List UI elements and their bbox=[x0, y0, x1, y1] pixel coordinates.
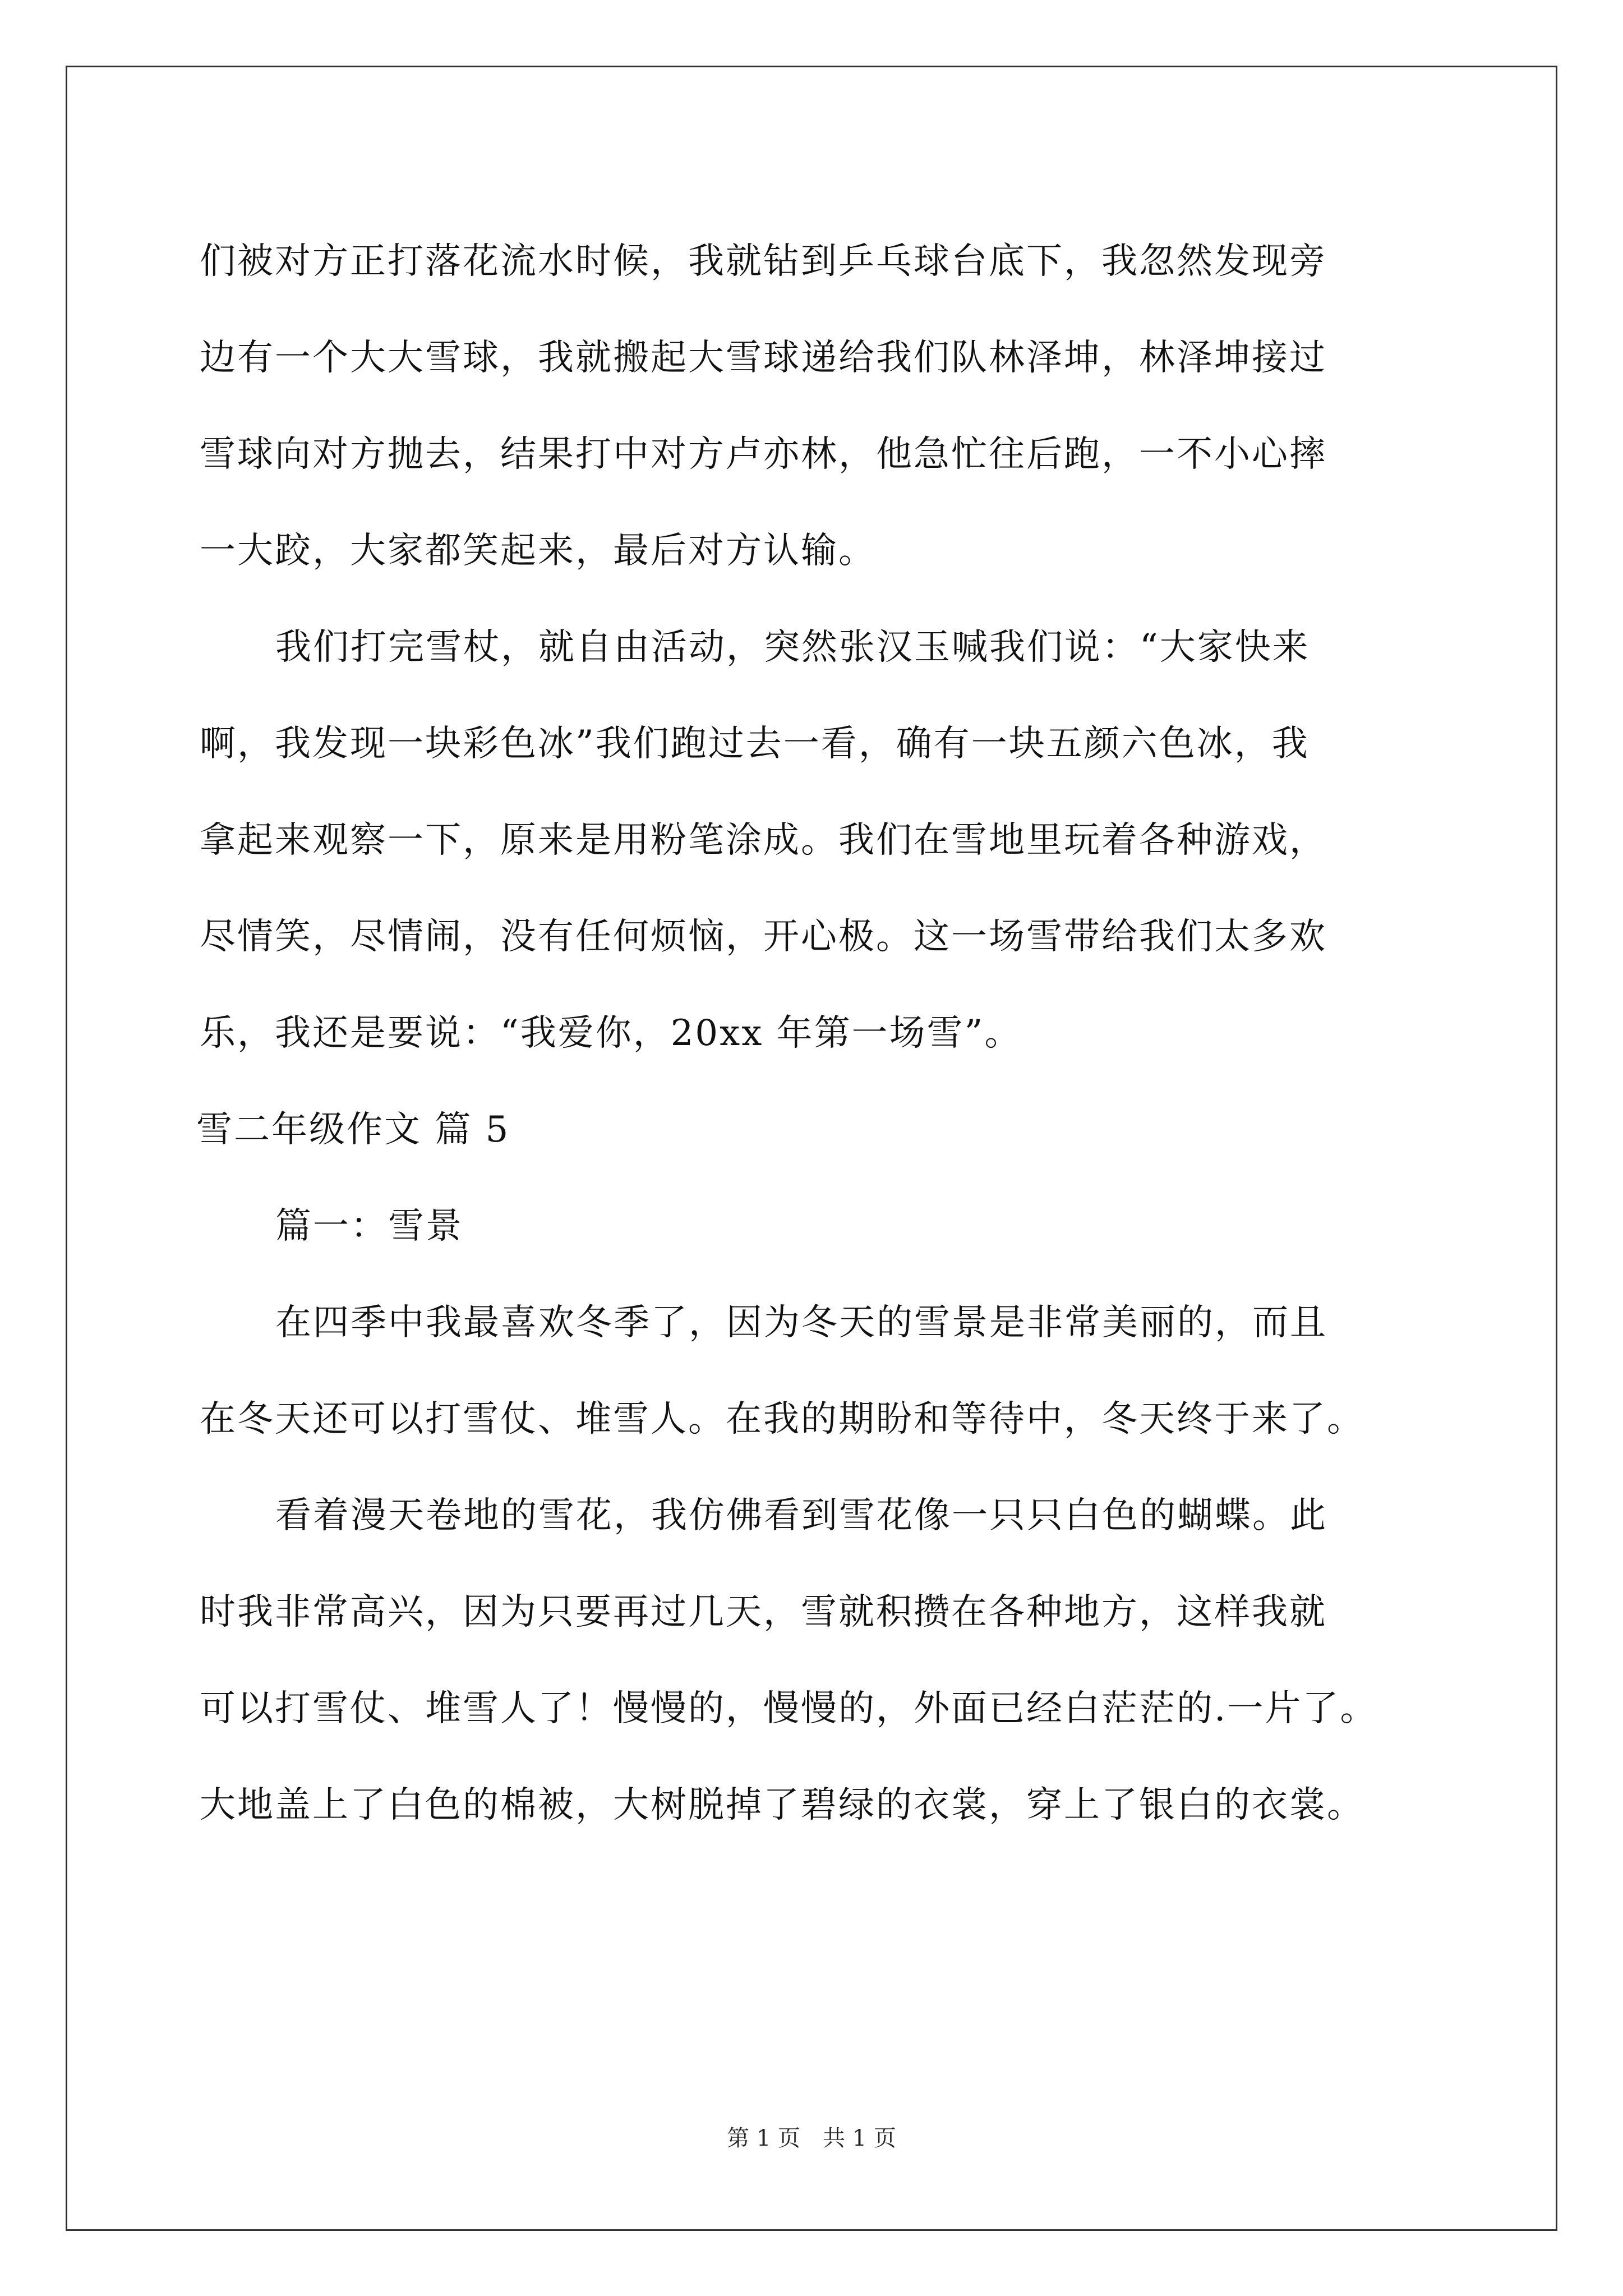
text-line-14: 看着漫天卷地的雪花，我仿佛看到雪花像一只只白色的蝴蝶。此 bbox=[275, 1495, 1327, 1536]
page-footer: 第 1 页 共 1 页 bbox=[727, 2125, 896, 2151]
text-line-7: 拿起来观察一下，原来是用粉笔涂成。我们在雪地里玩着各种游戏， bbox=[200, 820, 1327, 861]
text-line-1: 们被对方正打落花流水时候，我就钻到乒乓球台底下，我忽然发现旁 bbox=[200, 241, 1327, 282]
text-line-6: 啊，我发现一块彩色冰”我们跑过去一看，确有一块五颜六色冰，我 bbox=[200, 723, 1310, 765]
text-line-12: 在四季中我最喜欢冬季了，因为冬天的雪景是非常美丽的，而且 bbox=[275, 1302, 1327, 1343]
text-line-2: 边有一个大大雪球，我就搬起大雪球递给我们队林泽坤，林泽坤接过 bbox=[200, 337, 1327, 379]
text-line-5: 我们打完雪杖，就自由活动，突然张汉玉喊我们说：“大家快来 bbox=[275, 627, 1310, 668]
text-line-9: 乐，我还是要说：“我爱你，20xx 年第一场雪”。 bbox=[200, 1013, 1022, 1054]
text-line-17: 大地盖上了白色的棉被，大树脱掉了碧绿的衣裳，穿上了银白的衣裳。 bbox=[200, 1784, 1364, 1826]
text-line-4: 一大跤，大家都笑起来，最后对方认输。 bbox=[200, 530, 876, 572]
text-line-13: 在冬天还可以打雪仗、堆雪人。在我的期盼和等待中，冬天终于来了。 bbox=[200, 1398, 1364, 1440]
section-heading: 雪二年级作文 篇 5 bbox=[196, 1109, 510, 1151]
text-line-8: 尽情笑，尽情闹，没有任何烦恼，开心极。这一场雪带给我们太多欢 bbox=[200, 916, 1327, 958]
text-line-15: 时我非常高兴，因为只要再过几天，雪就积攒在各种地方，这样我就 bbox=[200, 1591, 1327, 1633]
text-line-16: 可以打雪仗、堆雪人了！慢慢的，慢慢的，外面已经白茫茫的.一片了。 bbox=[200, 1688, 1378, 1729]
text-line-3: 雪球向对方抛去，结果打中对方卢亦林，他急忙往后跑，一不小心摔 bbox=[200, 434, 1327, 475]
subsection-title: 篇一：雪景 bbox=[275, 1205, 463, 1247]
document-body bbox=[196, 213, 1433, 1853]
